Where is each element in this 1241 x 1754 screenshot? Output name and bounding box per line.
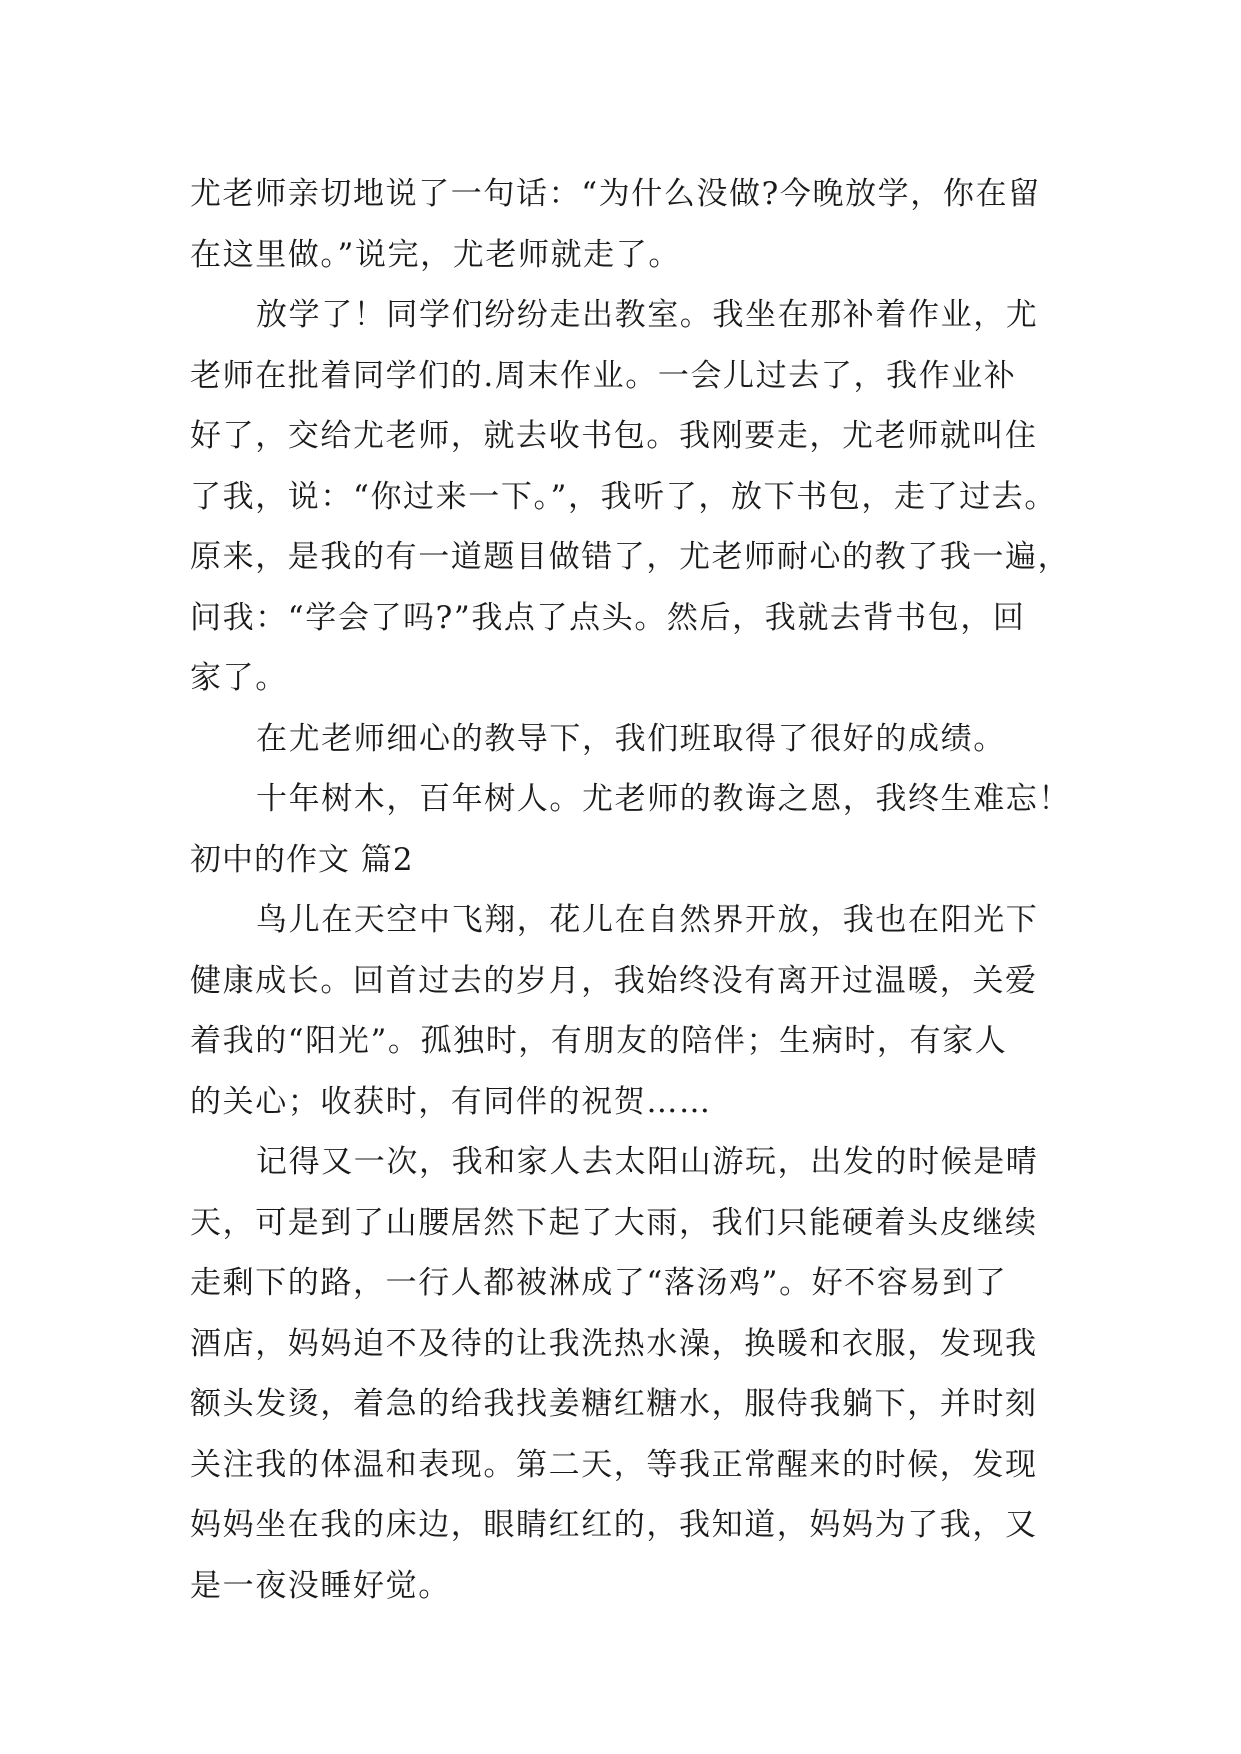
text-line: 是一夜没睡好觉。: [190, 1567, 451, 1604]
text-line: 家了。: [190, 660, 288, 696]
document-body: [190, 164, 1070, 1616]
text-line: 在尤老师细心的教导下，我们班取得了很好的成绩。: [256, 720, 1006, 757]
text-line: 老师在批着同学们的.周末作业。一会儿过去了，我作业补: [190, 357, 1017, 394]
text-line: 鸟儿在天空中飞翔，花儿在自然界开放，我也在阳光下: [256, 902, 1039, 938]
text-line: 关注我的体温和表现。第二天，等我正常醒来的时候，发现: [190, 1446, 1038, 1483]
text-line: 健康成长。回首过去的岁月，我始终没有离开过温暖，关爱: [190, 962, 1038, 999]
text-line: 额头发烫，着急的给我找姜糖红糖水，服侍我躺下，并时刻: [190, 1386, 1038, 1422]
text-line: 酒店，妈妈迫不及待的让我洗热水澡，换暖和衣服，发现我: [190, 1325, 1038, 1362]
text-line: 着我的“阳光”。孤独时，有朋友的陪伴；生病时，有家人: [190, 1023, 1008, 1059]
text-line: 在这里做。”说完，尤老师就走了。: [190, 236, 681, 273]
text-line: 的关心；收获时，有同伴的祝贺……: [190, 1083, 712, 1120]
text-line: 好了，交给尤老师，就去收书包。我刚要走，尤老师就叫住: [190, 418, 1038, 454]
text-line: 尤老师亲切地说了一句话：“为什么没做?今晚放学，你在留: [190, 176, 1041, 212]
text-line: 十年树木，百年树人。尤老师的教诲之恩，我终生难忘！: [256, 781, 1071, 817]
text-line: 问我：“学会了吗?”我点了点头。然后，我就去背书包，回: [190, 599, 1026, 636]
section-heading: 初中的作文 篇2: [190, 841, 414, 878]
text-line: 天，可是到了山腰居然下起了大雨，我们只能硬着头皮继续: [190, 1204, 1038, 1241]
text-line: 放学了！同学们纷纷走出教室。我坐在那补着作业，尤: [256, 297, 1039, 333]
text-line: 妈妈坐在我的床边，眼睛红红的，我知道，妈妈为了我，又: [190, 1507, 1038, 1543]
text-line: 原来，是我的有一道题目做错了，尤老师耐心的教了我一遍，: [190, 539, 1071, 575]
text-line: 了我，说：“你过来一下。”，我听了，放下书包，走了过去。: [190, 478, 1057, 515]
text-line: 走剩下的路，一行人都被淋成了“落汤鸡”。好不容易到了: [190, 1265, 1008, 1301]
text-line: 记得又一次，我和家人去太阳山游玩，出发的时候是晴: [256, 1144, 1039, 1180]
